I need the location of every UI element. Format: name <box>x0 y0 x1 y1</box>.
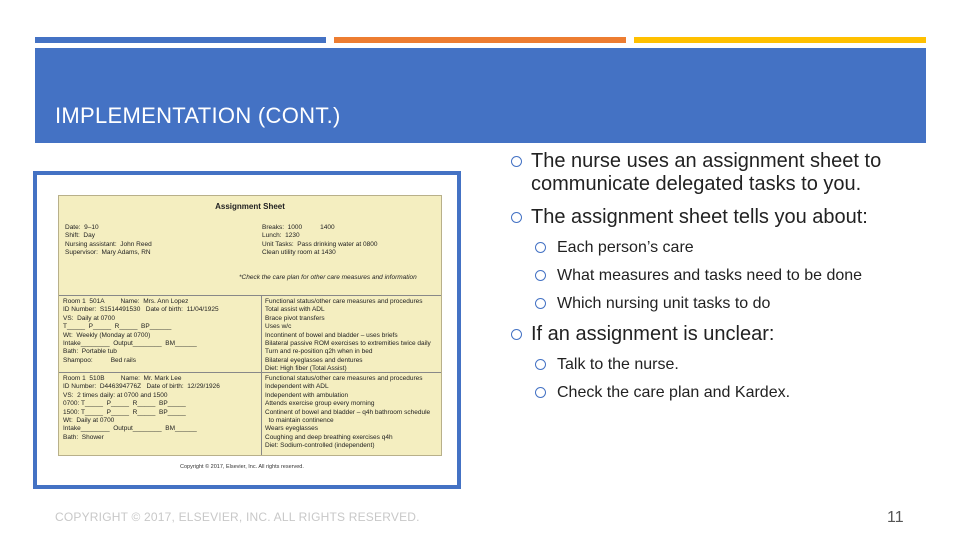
room2-care: Functional status/other care measures and procedures Independent with ADL Independent with ambulation Attends exercise group every morning Continent of bowel and bladder – q4h bathroom schedule to maintain continence Wears eyeglasses Coughing and deep breathing exercises q4h Diet: Sodium-controlled (independent) <box>265 375 431 450</box>
bullet-text: The assignment sheet tells you about: <box>531 206 868 228</box>
sheet-header-right: Breaks: 1000 1400 Lunch: 1230 Unit Tasks: Pass drinking water at 0800 Clean utility room at 1430 <box>262 224 378 257</box>
figure-caption: Copyright © 2017, Elsevier, Inc. All rights reserved. <box>180 464 304 470</box>
sub-bullet-item <box>511 384 911 402</box>
page-number: 11 <box>887 509 904 526</box>
sub-bullet-item <box>511 239 911 257</box>
assignment-sheet <box>58 195 442 456</box>
bullet-text: Talk to the nurse. <box>557 356 679 373</box>
bullet-list <box>511 150 911 412</box>
circle-bullet-icon <box>511 329 522 340</box>
bullet-item <box>511 323 911 346</box>
slide-title: IMPLEMENTATION (CONT.) <box>55 103 341 128</box>
bullet-item <box>511 206 911 229</box>
sheet-column-divider <box>261 295 262 455</box>
bullet-text: Check the care plan and Kardex. <box>557 384 791 401</box>
sub-bullet-item <box>511 267 911 285</box>
sheet-divider <box>59 295 441 296</box>
room2-info: Room 1 510B Name: Mr. Mark Lee ID Number: D446394776Z Date of birth: 12/29/1926 VS: 2 times daily: at 0700 and 1500 0700: T_____ P_____ R_____ BP_____ 1500: T_____ P_____ R_____ BP_____ Wt: Daily at 0700 Intake________ Output________ BM______ Bath: Shower <box>63 375 220 441</box>
bullet-text: What measures and tasks need to be done <box>557 267 863 284</box>
title-band <box>35 48 926 143</box>
circle-bullet-icon <box>511 212 522 223</box>
copyright-footer: COPYRIGHT © 2017, ELSEVIER, INC. ALL RIGHTS RESERVED. <box>55 510 420 524</box>
assignment-sheet-figure <box>33 171 461 489</box>
bullet-text: Each person’s care <box>557 239 694 256</box>
circle-bullet-icon <box>535 242 546 253</box>
circle-bullet-icon <box>535 359 546 370</box>
accent-bar-yellow <box>634 37 926 43</box>
accent-bar-orange <box>334 37 626 43</box>
room1-care: Functional status/other care measures and procedures Total assist with ADL Brace pivot transfers Uses w/c Incontinent of bowel and bladder – uses briefs Bilateral passive ROM exercises to extremities twice daily Turn and re-position q2h when in bed Bilateral eyeglasses and dentures Diet: High fiber (Total Assist) <box>265 298 431 373</box>
bullet-text: If an assignment is unclear: <box>531 323 775 345</box>
circle-bullet-icon <box>535 270 546 281</box>
bullet-item <box>511 150 911 196</box>
circle-bullet-icon <box>535 298 546 309</box>
room1-info: Room 1 501A Name: Mrs. Ann Lopez ID Number: S1514491530 Date of birth: 11/04/1925 VS: Daily at 0700 T_____ P_____ R_____ BP______ Wt: Weekly (Monday at 0700) Intake________ Output________ BM______ Bath: Portable tub Shampoo: Bed rails <box>63 298 219 364</box>
sheet-note: *Check the care plan for other care measures and information <box>239 274 417 281</box>
sub-bullet-item <box>511 356 911 374</box>
accent-bar-blue <box>35 37 326 43</box>
circle-bullet-icon <box>511 156 522 167</box>
sub-bullet-item <box>511 295 911 313</box>
bullet-text: Which nursing unit tasks to do <box>557 295 771 312</box>
sheet-header-left: Date: 9–10 Shift: Day Nursing assistant: John Reed Supervisor: Mary Adams, RN <box>65 224 152 257</box>
sheet-divider <box>59 372 441 373</box>
circle-bullet-icon <box>535 387 546 398</box>
bullet-text: The nurse uses an assignment sheet to communicate delegated tasks to you. <box>531 150 882 195</box>
sheet-heading: Assignment Sheet <box>215 202 285 211</box>
